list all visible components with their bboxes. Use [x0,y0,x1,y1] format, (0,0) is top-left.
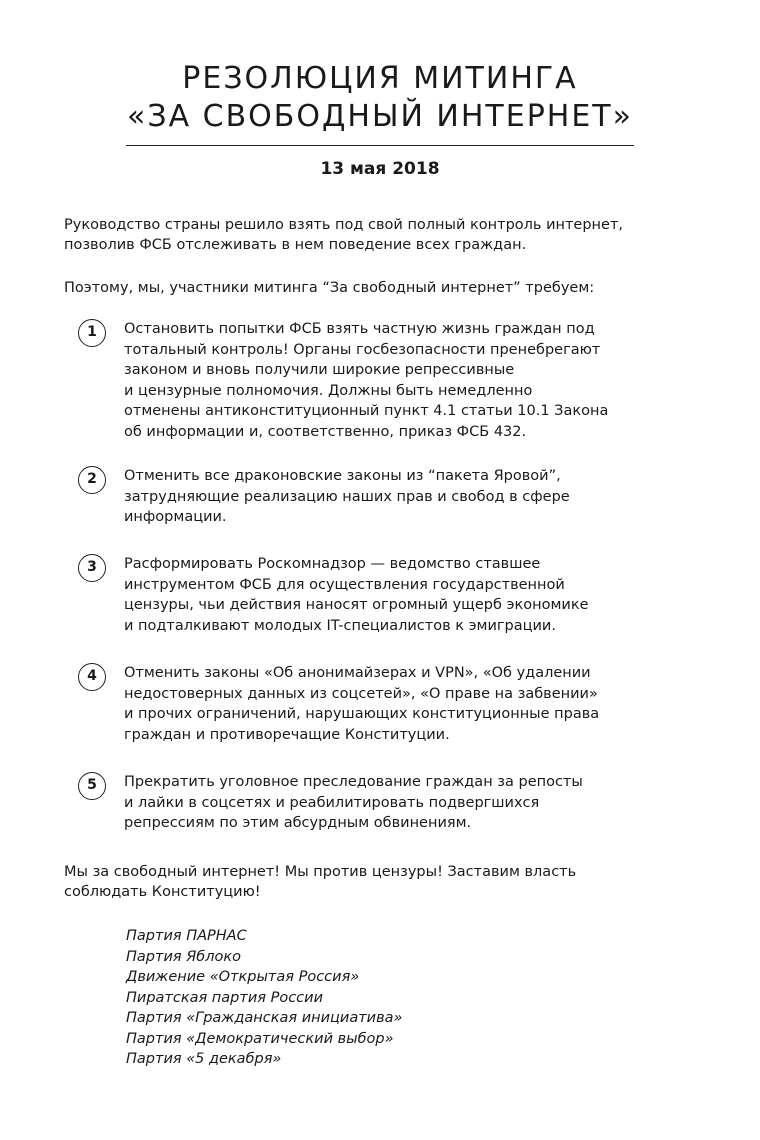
number-badge: 3 [78,554,106,582]
demand-text: Остановить попытки ФСБ взять частную жизнь граждан под тотальный контроль! Органы госбезопасности пренебрегают законом и вновь получили широкие репрессивные и цензурные полномочия. Должны быть немедленно отменены антиконституционный пункт 4.1 статьи 10.1 Закона об информации и, соответственно, приказ ФСБ 432. [124,321,609,440]
demands-lead-in: Поэтому, мы, участники митинга “За свободный интернет” требуем: [64,280,595,296]
demand-text: Расформировать Роскомнадзор — ведомство ставшее инструментом ФСБ для осуществления государственной цензуры, чьи действия наносят огромный ущерб экономике и подталкивают молодых IT-специалистов к эмиграции. [124,556,589,634]
signatory: Партия ПАРНАС [126,928,247,944]
signatory: Пиратская партия России [126,989,323,1006]
demand-text: Отменить все драконовские законы из “пакета Яровой”, затрудняющие реализацию наших прав и свобод в сфере информации. [124,468,570,525]
signatory: Движение «Открытая Россия» [126,969,360,985]
signatory: Партия Яблоко [126,948,241,965]
intro-paragraph: Руководство страны решило взять под свой полный контроль интернет, позволив ФСБ отслеживать в нем поведение всех граждан. [64,217,624,253]
demand-text: Отменить законы «Об анонимайзерах и VPN», «Об удалении недостоверных данных из соцсетей», «О праве на забвении» и прочих ограничений, нарушающих конституционные права граждан и противоречащие Конституции. [124,665,600,743]
document-date: 13 мая 2018 [320,159,440,179]
number-badge: 4 [78,663,106,691]
number-badge: 1 [78,319,106,347]
signatories-list [126,926,402,1070]
title-divider [126,145,634,146]
document-title-line-1: РЕЗОЛЮЦИЯ МИТИНГА [182,61,578,96]
demand-text: Прекратить уголовное преследование граждан за репосты и лайки в соцсетях и реабилитировать подвергшихся репрессиям по этим абсурдным обвинениям. [124,774,583,831]
signatory: Партия «5 декабря» [126,1051,282,1067]
signatory: Партия «Демократический выбор» [126,1030,394,1047]
signatory: Партия «Гражданская инициатива» [126,1010,403,1026]
number-badge: 5 [78,772,106,800]
number-badge: 2 [78,466,106,494]
closing-statement: Мы за свободный интернет! Мы против цензуры! Заставим власть соблюдать Конституцию! [64,864,577,900]
document-title-line-2: «ЗА СВОБОДНЫЙ ИНТЕРНЕТ» [127,99,633,134]
